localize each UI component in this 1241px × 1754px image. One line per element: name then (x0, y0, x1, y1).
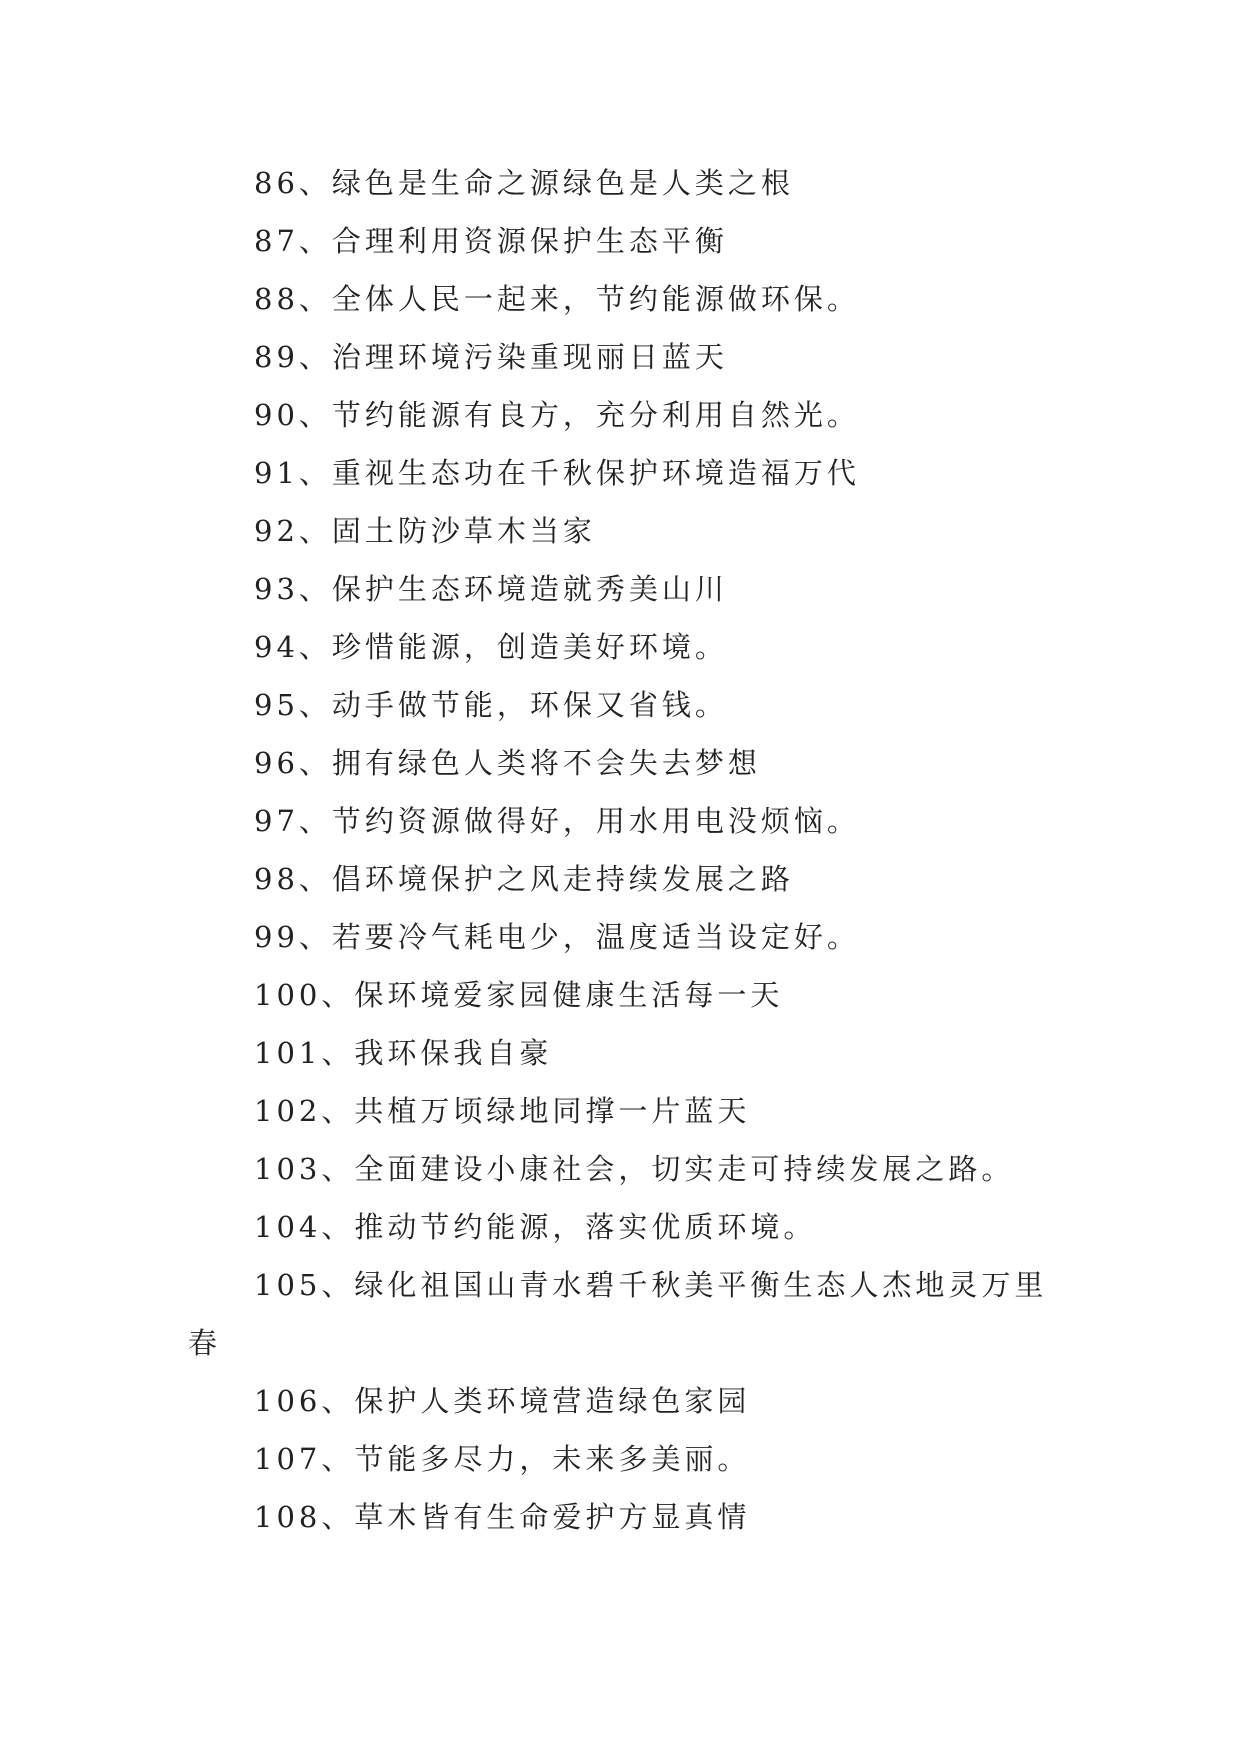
list-item: 106、保护人类环境营造绿色家园 (254, 1384, 751, 1418)
list-item: 94、珍惜能源，创造美好环境。 (254, 630, 728, 664)
list-item: 102、共植万顷绿地同撑一片蓝天 (254, 1094, 751, 1128)
list-item: 98、倡环境保护之风走持续发展之路 (254, 862, 794, 896)
list-item: 89、治理环境污染重现丽日蓝天 (254, 340, 728, 374)
list-item: 95、动手做节能，环保又省钱。 (254, 688, 728, 722)
list-item: 87、合理利用资源保护生态平衡 (254, 224, 728, 258)
list-item: 100、保环境爱家园健康生活每一天 (254, 978, 784, 1012)
list-item: 91、重视生态功在千秋保护环境造福万代 (254, 456, 860, 490)
list-item: 93、保护生态环境造就秀美山川 (254, 572, 728, 606)
list-item: 88、全体人民一起来，节约能源做环保。 (254, 282, 860, 316)
list-item: 92、固土防沙草木当家 (254, 514, 596, 548)
list-item: 97、节约资源做得好，用水用电没烦恼。 (254, 804, 860, 838)
slogan-list (188, 154, 1068, 1546)
list-item: 107、节能多尽力，未来多美丽。 (254, 1442, 751, 1476)
list-item: 103、全面建设小康社会，切实走可持续发展之路。 (254, 1152, 1015, 1186)
list-item: 105、绿化祖国山青水碧千秋美平衡生态人杰地灵万里春 (188, 1268, 1048, 1360)
list-item: 90、节约能源有良方，充分利用自然光。 (254, 398, 860, 432)
list-item: 99、若要冷气耗电少，温度适当设定好。 (254, 920, 860, 954)
list-item: 86、绿色是生命之源绿色是人类之根 (254, 166, 794, 200)
list-item: 101、我环保我自豪 (254, 1036, 553, 1070)
list-item: 104、推动节约能源，落实优质环境。 (254, 1210, 817, 1244)
list-item: 108、草木皆有生命爱护方显真情 (254, 1500, 751, 1534)
list-item: 96、拥有绿色人类将不会失去梦想 (254, 746, 761, 780)
